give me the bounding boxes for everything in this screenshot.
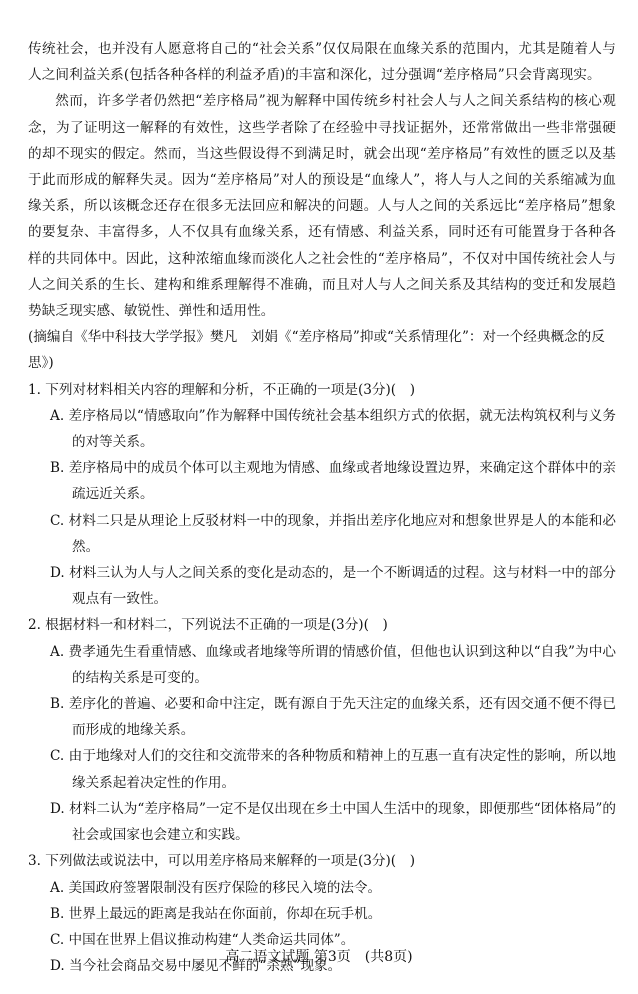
option-b: B. 世界上最远的距离是我站在你面前，你却在玩手机。 bbox=[50, 905, 382, 922]
question-stem: 3. 下列做法或说法中，可以用差序格局来解释的一项是(3分)( ) bbox=[28, 853, 415, 870]
option-a: A. 美国政府签署限制没有医疗保险的移民入境的法令。 bbox=[50, 879, 382, 896]
question-stem: 2. 根据材料一和材料二，下列说法不正确的一项是(3分)( ) bbox=[28, 617, 388, 634]
option-a: A. 差序格局以“情感取向”作为解释中国传统社会基本组织方式的依据，就无法构筑权利与义务的对等关系。 bbox=[50, 407, 616, 451]
option-b: B. 差序格局中的成员个体可以主观地为情感、血缘或者地缘设置边界，来确定这个群体中的亲疏远近关系。 bbox=[50, 460, 616, 503]
option-a: A. 费孝通先生看重情感、血缘或者地缘等所谓的情感价值，但他也认识到这种以“自我”为中心的结构关系是可变的。 bbox=[50, 643, 616, 686]
passage-paragraph-1: 传统社会，也并没有人愿意将自己的“社会关系”仅仅局限在血缘关系的范围内，尤其是随着人与人之间利益关系(包括各种各样的利益矛盾)的丰富和深化，过分强调“差序格局”只会背离现实。 bbox=[28, 41, 616, 84]
option-c: C. 材料二只是从理论上反驳材料一中的现象，并指出差序化地应对和想象世界是人的本能和必然。 bbox=[50, 512, 616, 555]
question-2 bbox=[28, 612, 616, 848]
source-citation: (摘编自《华中科技大学学报》樊凡 刘娟《“差序格局”抑或“关系情理化”：对一个经典概念的反思》) bbox=[28, 329, 605, 372]
passage-paragraph-2: 然而，许多学者仍然把“差序格局”视为解释中国传统乡村社会人与人之间关系结构的核心观念，为了证明这一解释的有效性，这些学者除了在经验中寻找证据外，还常常做出一些非常强硬的却不现实的假定。然而，当这些假设得不到满足时，就会出现“差序格局”有效性的匮乏以及基于此而形成的解释失灵。因为“差序格局”对人的预设是“血缘人”，将人与人之间的关系缩减为血缘关系，所以该概念还存在很多无法回应和解决的问题。人与人之间的关系远比“差序格局”想象的要复杂、丰富得多，人不仅具有血缘关系，还有情感、利益关系，同时还有可能置身于各种各样的共同体中。因此，这种浓缩血缘而淡化人之社会性的“差序格局”，不仅对中国传统社会人与人之间关系的生长、建构和维系理解得不准确，而且对人与人之间关系及其结构的变迁和发展趋势缺乏现实感、敏锐性、弹性和适用性。 bbox=[28, 93, 616, 320]
question-1 bbox=[28, 377, 616, 613]
option-d: D. 材料二认为“差序格局”一定不是仅出现在乡土中国人生活中的现象，即便那些“团体格局”的社会或国家也会建立和实践。 bbox=[50, 800, 616, 844]
option-d: D. 材料三认为人与人之间关系的变化是动态的，是一个不断调适的过程。这与材料一中的部分观点有一致性。 bbox=[50, 565, 616, 608]
option-b: B. 差序化的普遍、必要和命中注定，既有源自于先天注定的血缘关系，还有因交通不便不得已而形成的地缘关系。 bbox=[50, 696, 616, 739]
question-stem: 1. 下列对材料相关内容的理解和分析，不正确的一项是(3分)( ) bbox=[28, 381, 415, 398]
option-c: C. 中国在世界上倡议推动构建“人类命运共同体”。 bbox=[50, 931, 355, 948]
page-footer: 高二语文试题 第3页 (共8页) bbox=[225, 949, 413, 965]
option-d: D. 当今社会商品交易中屡见不鲜的“杀熟”现象。 bbox=[50, 958, 342, 975]
option-c: C. 由于地缘对人们的交往和交流带来的各种物质和精神上的互惠一直有决定性的影响，所以地缘关系起着决定性的作用。 bbox=[50, 748, 616, 791]
